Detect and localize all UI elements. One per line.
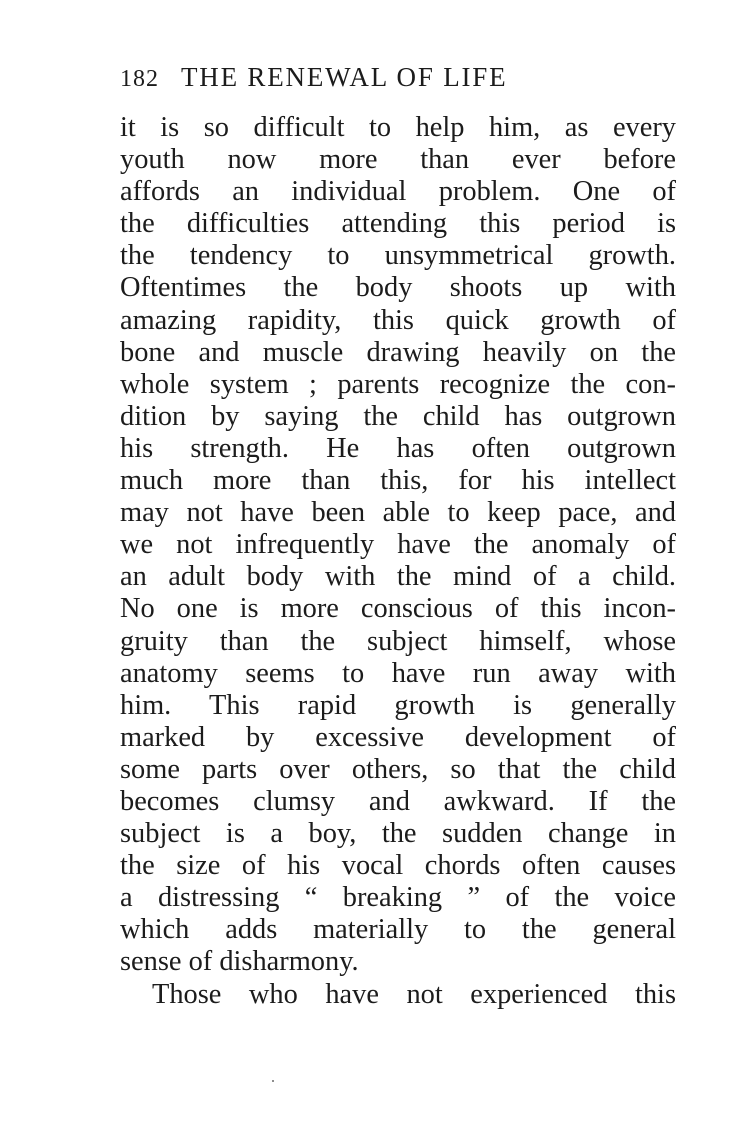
text-line: bone and muscle drawing heavily on the (120, 336, 676, 368)
text-line: some parts over others, so that the child (120, 753, 676, 785)
running-title: THE RENEWAL OF LIFE (181, 62, 508, 92)
text-line: No one is more conscious of this incon- (120, 593, 676, 625)
text-line: Oftentimes the body shoots up with (120, 272, 676, 304)
print-speck (272, 1080, 274, 1082)
text-line: him. This rapid growth is generally (120, 689, 676, 721)
text-line: affords an individual problem. One of (120, 176, 676, 208)
text-line: much more than this, for his intellect (120, 465, 676, 497)
text-line: a distressing “ breaking ” of the voice (120, 882, 676, 914)
page-number: 182 (120, 66, 159, 92)
text-line: whole system ; parents recognize the con- (120, 368, 676, 400)
text-line: youth now more than ever before (120, 144, 676, 176)
text-line: which adds materially to the general (120, 914, 676, 946)
text-line: his strength. He has often outgrown (120, 432, 676, 464)
text-line: we not infrequently have the anomaly of (120, 529, 676, 561)
text-line: marked by excessive development of (120, 721, 676, 753)
page-header (120, 62, 680, 98)
text-line: becomes clumsy and awkward. If the (120, 785, 676, 817)
paragraph-start-line: Those who have not experienced this (152, 978, 676, 1010)
text-line: may not have been able to keep pace, and (120, 497, 676, 529)
text-line: amazing rapidity, this quick growth of (120, 304, 676, 336)
text-line: anatomy seems to have run away with (120, 657, 676, 689)
paragraph-end-line: sense of disharmony. (120, 946, 359, 978)
text-line: it is so difficult to help him, as every (120, 112, 676, 143)
text-line: subject is a boy, the sudden change in (120, 818, 676, 850)
text-line: the difficulties attending this period is (120, 208, 676, 240)
text-line: the tendency to unsymmetrical growth. (120, 240, 676, 272)
text-line: dition by saying the child has outgrown (120, 400, 676, 432)
text-line: gruity than the subject himself, whose (120, 625, 676, 657)
text-line: an adult body with the mind of a child. (120, 561, 676, 593)
text-line: the size of his vocal chords often causes (120, 850, 676, 882)
body-text (120, 112, 676, 1011)
